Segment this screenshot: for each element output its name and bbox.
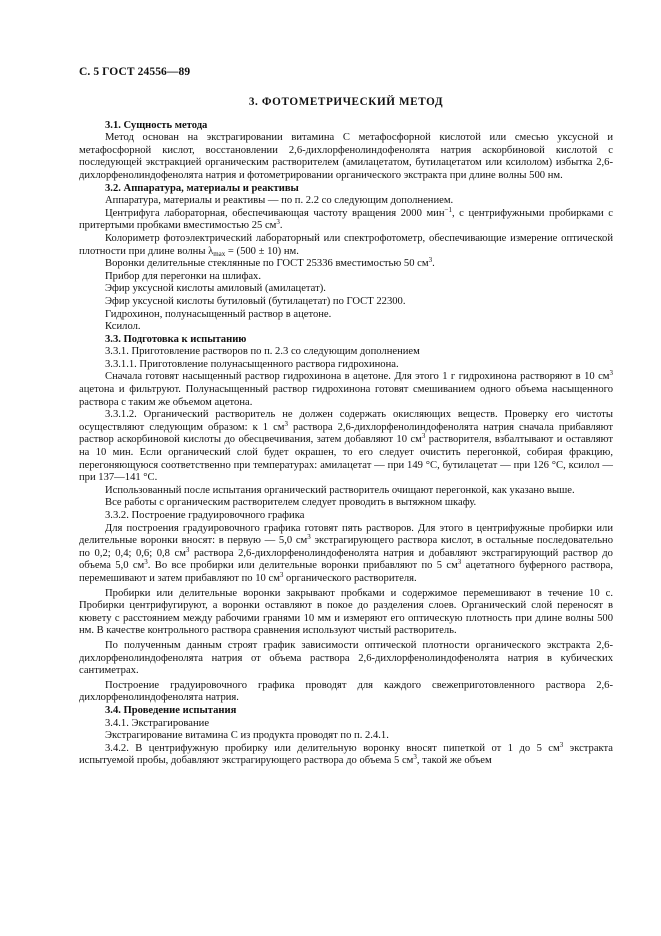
page-header: С. 5 ГОСТ 24556—89 — [79, 66, 191, 78]
fume-hood-text: Все работы с органическим растворителем следует проводить в вытяжном шкафу. — [105, 497, 477, 509]
page-content — [79, 96, 613, 768]
subsection-3-4-title: 3.4. Проведение испытания — [105, 704, 237, 716]
graph-dependence-text: По полученным данным строят график зависимости оптической плотности органического экстракта 2,6-дихлорфенолиндофенолята натрия от объема раствора 2,6-дихлорфенолиндофенолята натрия в кубических сантиметрах. — [79, 639, 613, 677]
subsection-3-3-title: 3.3. Подготовка к испытанию — [105, 333, 247, 345]
solvent-reuse-text: Использованный после испытания органический растворитель очищают перегонкой, как указано выше. — [105, 484, 575, 496]
centrifuge-item: Центрифуга лабораторная, обеспечивающая частоту вращения 2000 мин$^{-1}$, с центрифужными пробирками с притертыми пробками вместимостью 25 $см^3$. — [79, 205, 613, 232]
subsection-3-1-text: Метод основан на экстрагировании витамина С метафосфорной кислотой или смесью уксусной и метафосфорной кислот, восстановлении 2,6-дихлорфенолиндофенолята натрия аскорбиновой кислотой с последующей экстракцией органическим растворителем (амилацетатом, бутилацетатом или ксилолом) избытка 2,6-дихлорфенолиндофенолята натрия и фотометрировании органического экстракта при длине волны 500 нм. — [79, 132, 613, 181]
calibration-text: Для построения градуировочного графика готовят пять растворов. Для этого в центрифужные пробирки или делительные воронки вносят: в первую — 5,0 $см^3$ экстрагирующего раствора кислот, в остальные последовательно по 0,2; 0,4; 0,6; 0,8 $см^3$ раствора 2,6-дихлорфенолиндофенолята натрия и добавляют экстрагирующий раствор до объема 5,0 $см^3$. Во все пробирки или делительные воронки прибавляют по 5 $см^3$ ацетатного буферного раствора, перемешивают и затем прибавляют по 10 $см^3$ органического растворителя. — [79, 522, 614, 584]
funnels-item: Воронки делительные стеклянные по ГОСТ 25336 вместимостью 50 $см^3$. — [105, 256, 435, 270]
equipment-item: Гидрохинон, полунасыщенный раствор в ацетоне. — [105, 308, 332, 320]
equipment-item: Эфир уксусной кислоты бутиловый (бутилацетат) по ГОСТ 22300. — [105, 295, 406, 307]
subsection-3-2-title: 3.2. Аппаратура, материалы и реактивы — [105, 182, 299, 194]
tubes-closing-text: Пробирки или делительные воронки закрывают пробками и содержимое перемешивают в течение 10 с. Пробирки центрифугируют, а воронки оставляют в покое до разделения слоев. Органический слой переносят в кювету с расстоянием между рабочими гранями 10 мм и измеряют его оптическую плотность при длине волны 500 нм. В качестве контрольного раствора сравнения используют чистый растворитель. — [79, 587, 613, 637]
clause-3-3-1-1: 3.3.1.1. Приготовление полунасыщенного раствора гидрохинона. — [105, 358, 399, 370]
equipment-intro: Аппаратура, материалы и реактивы — по п. 2.2 со следующим дополнением. — [105, 195, 454, 207]
clause-3-3-2: 3.3.2. Построение градуировочного графика — [105, 510, 305, 521]
graph-each-solution-text: Построение градуировочного графика проводят для каждого свежеприготовленного раствора 2,6-дихлорфенолиндофенолята натрия. — [79, 679, 613, 704]
clause-3-3-1: 3.3.1. Приготовление растворов по п. 2.3 со следующим дополнением — [105, 346, 420, 358]
extraction-text: Экстрагирование витамина С из продукта проводят по п. 2.4.1. — [105, 730, 389, 742]
section-title: 3. ФОТОМЕТРИЧЕСКИЙ МЕТОД — [248, 96, 444, 108]
clause-3-3-1-2: 3.3.1.2. Органический растворитель не должен содержать окисляющих веществ. Проверку его чистоты осуществляют следующим образом: к 1 $см^3$ раствора 2,6-дихлорфенолиндофенолята натрия сначала прибавляют раствор аскорбиновой кислоты до обесцвечивания, затем добавляют 10 $см^3$ растворителя, взбалтывают и оставляют на 10 мин. Если органический слой будет окрашен, то его следует очистить перегонкой, собирая фракцию, перегоняющуюся соответственно при температурах: амилацетат — при 149 °С, бутилацетат — при 126 °С, ксилол — при 137—141 °С. — [79, 409, 613, 484]
hydroquinone-text: Сначала готовят насыщенный раствор гидрохинона в ацетоне. Для этого 1 г гидрохинона растворяют в 10 $см^3$ ацетона и фильтруют. Полунасыщенный раствор гидрохинона готовят смешиванием одного объема насыщенного раствора с таким же объемом ацетона. — [79, 369, 613, 408]
equipment-item: Эфир уксусной кислоты амиловый (амилацетат). — [105, 283, 326, 295]
clause-3-4-1: 3.4.1. Экстрагирование — [105, 717, 210, 729]
colorimeter-item: Колориметр фотоэлектрический лабораторный или спектрофотометр, обеспечивающие измерение оптической плотности при длине волны $\lambda_{max} = (500 \pm 10)$ нм. — [79, 232, 613, 258]
equipment-item: Прибор для перегонки на шлифах. — [105, 270, 261, 282]
clause-3-4-2: 3.4.2. В центрифужную пробирку или делительную воронку вносят пипеткой от 1 до 5 $см^3$ экстракта испытуемой пробы, добавляют экстрагирующего раствора до объема 5 $см^3$, такой же объем — [79, 740, 614, 767]
equipment-item: Ксилол. — [105, 321, 141, 333]
subsection-3-1-title: 3.1. Сущность метода — [105, 119, 208, 131]
